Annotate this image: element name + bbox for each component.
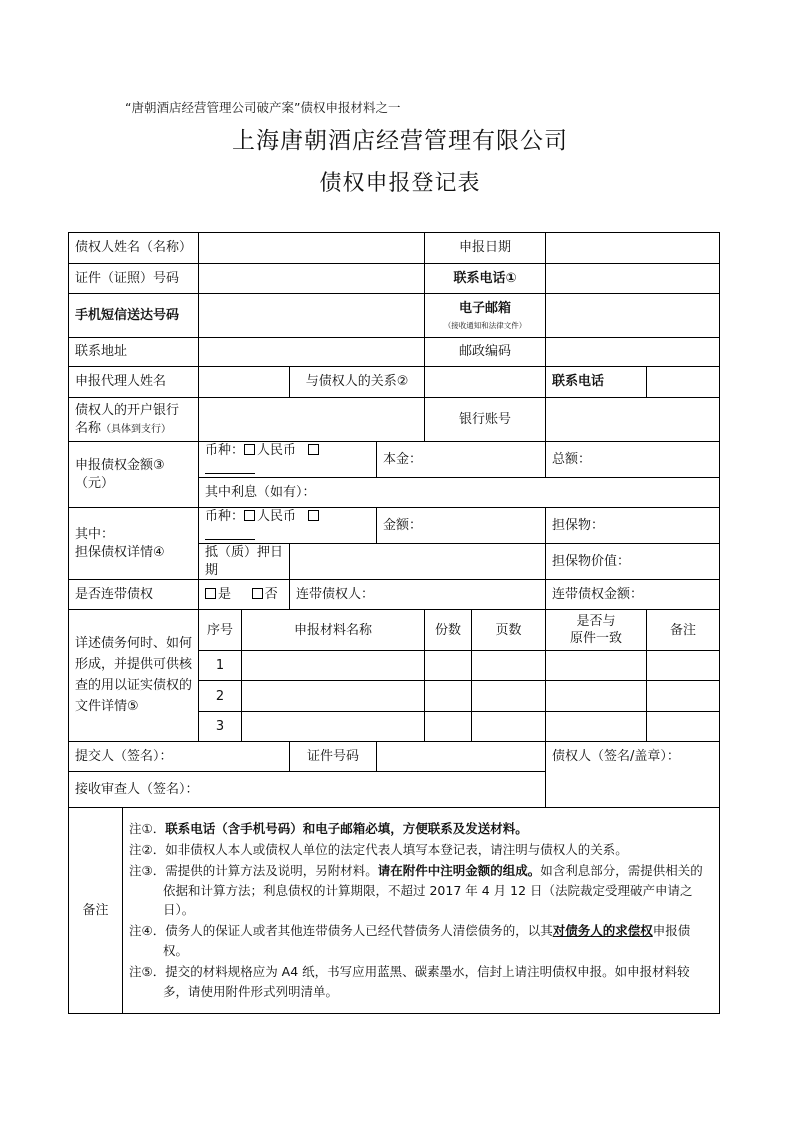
g-other-currency-blank[interactable] bbox=[205, 527, 255, 540]
guarantee-label-line2: 担保债权详情④ bbox=[75, 544, 165, 560]
amount-label bbox=[69, 442, 199, 508]
agent-phone-label: 联系电话 bbox=[546, 367, 647, 398]
amount-label-line2: （元） bbox=[75, 475, 115, 491]
note-4-b: 申报债权。 bbox=[163, 923, 691, 958]
doc-name-cell[interactable] bbox=[242, 651, 425, 681]
doc-remark-cell[interactable] bbox=[647, 681, 720, 712]
doc-pages-cell[interactable] bbox=[472, 651, 546, 681]
relation-field[interactable] bbox=[425, 367, 546, 398]
collateral-cell[interactable] bbox=[546, 508, 720, 544]
seq-cell: 2 bbox=[199, 681, 242, 712]
guarantee-label-line1: 其中： bbox=[75, 527, 115, 543]
g-currency-cell bbox=[199, 508, 377, 544]
doc-remark-cell[interactable] bbox=[647, 651, 720, 681]
seq-cell: 3 bbox=[199, 712, 242, 742]
pledge-date-field[interactable] bbox=[290, 544, 546, 580]
currency-label: 币种： bbox=[205, 443, 245, 458]
g-rmb-checkbox[interactable] bbox=[244, 510, 255, 521]
declare-date-label: 申报日期 bbox=[425, 233, 546, 264]
id-number-label: 证件（证照）号码 bbox=[69, 264, 199, 294]
g-amount-label: 金额： bbox=[383, 517, 423, 533]
amount-label-line1: 申报债权金额③ bbox=[75, 458, 165, 473]
doc-copies-cell[interactable] bbox=[425, 651, 472, 681]
form-title: 债权申报登记表 bbox=[319, 171, 481, 196]
collateral-label: 担保物： bbox=[552, 517, 605, 533]
relation-label: 与债权人的关系② bbox=[290, 367, 425, 398]
creditor-name-label: 债权人姓名（名称） bbox=[69, 233, 199, 264]
other-currency-checkbox[interactable] bbox=[308, 444, 319, 455]
note-1-prefix: 注①． bbox=[129, 820, 166, 836]
pledge-date-label: 抵（质）押日期 bbox=[199, 544, 290, 580]
joint-no-label: 否 bbox=[264, 587, 278, 602]
case-line: “唐朝酒店经营管理公司破产案”债权申报材料之一 bbox=[125, 100, 401, 115]
collateral-value-label: 担保物价值： bbox=[552, 553, 631, 569]
creditor-sign-label: 债权人（签名/盖章）： bbox=[552, 749, 680, 765]
doc-pages-cell[interactable] bbox=[472, 681, 546, 712]
rmb-label: 人民币 bbox=[257, 443, 297, 458]
doc-match-cell[interactable] bbox=[546, 651, 647, 681]
col-pages-header: 页数 bbox=[472, 610, 546, 651]
col-seq-header: 序号 bbox=[199, 610, 242, 651]
joint-creditor-label: 连带债权人： bbox=[296, 587, 375, 602]
creditor-name-field[interactable] bbox=[199, 233, 425, 264]
email-note: （接收通知和法律文件） bbox=[443, 320, 527, 330]
col-copies-header: 份数 bbox=[425, 610, 472, 651]
total-cell[interactable] bbox=[546, 442, 720, 478]
bank-label-name: 名称 bbox=[75, 420, 102, 436]
col-match-header bbox=[546, 610, 647, 651]
collateral-value-cell[interactable] bbox=[546, 544, 720, 580]
rmb-checkbox[interactable] bbox=[244, 444, 255, 455]
creditor-sign-cell[interactable] bbox=[546, 742, 720, 808]
doc-match-cell[interactable] bbox=[546, 681, 647, 712]
col-match-line2: 原件一致 bbox=[570, 631, 623, 647]
phone1-label: 联系电话① bbox=[425, 264, 546, 294]
joint-yes-checkbox[interactable] bbox=[205, 588, 216, 599]
note-3 bbox=[129, 861, 713, 919]
joint-no-checkbox[interactable] bbox=[252, 588, 263, 599]
joint-amount-cell[interactable] bbox=[546, 580, 720, 610]
address-field[interactable] bbox=[199, 338, 425, 367]
interest-label: 其中利息（如有）： bbox=[205, 484, 316, 500]
note-4-a: 注④．债务人的保证人或者其他连带债务人已经代替债务人清偿债务的，以其 bbox=[129, 923, 553, 939]
doc-name-cell[interactable] bbox=[242, 712, 425, 742]
principal-cell[interactable] bbox=[377, 442, 546, 478]
claim-registration-table bbox=[68, 232, 720, 1014]
note-3-a: 注③．需提供的计算方法及说明，另附材料。 bbox=[129, 863, 378, 879]
sms-phone-label: 手机短信送达号码 bbox=[69, 294, 199, 338]
address-label: 联系地址 bbox=[69, 338, 199, 367]
joint-label: 是否连带债权 bbox=[69, 580, 199, 610]
doc-pages-cell[interactable] bbox=[472, 712, 546, 742]
id-no-field[interactable] bbox=[377, 742, 546, 772]
interest-cell[interactable] bbox=[199, 478, 720, 508]
doc-name-cell[interactable] bbox=[242, 681, 425, 712]
g-amount-cell[interactable] bbox=[377, 508, 546, 544]
reviewer-label: 接收审查人（签名）： bbox=[75, 782, 199, 797]
note-4 bbox=[129, 921, 713, 960]
doc-remark-cell[interactable] bbox=[647, 712, 720, 742]
postcode-label: 邮政编码 bbox=[425, 338, 546, 367]
joint-amount-label: 连带债权金额： bbox=[552, 587, 644, 602]
joint-creditor-cell[interactable] bbox=[290, 580, 546, 610]
seq-cell: 1 bbox=[199, 651, 242, 681]
g-currency-label: 币种： bbox=[205, 509, 245, 525]
company-title: 上海唐朝酒店经营管理有限公司 bbox=[232, 128, 568, 154]
id-no-label: 证件号码 bbox=[290, 742, 377, 772]
bank-label bbox=[69, 398, 199, 442]
submitter-cell[interactable] bbox=[69, 742, 290, 772]
bank-label-line1: 债权人的开户银行 bbox=[75, 402, 180, 418]
col-name-header: 申报材料名称 bbox=[242, 610, 425, 651]
email-label-text: 电子邮箱 bbox=[459, 301, 512, 317]
sms-phone-field[interactable] bbox=[199, 294, 425, 338]
currency-cell bbox=[199, 442, 377, 478]
detail-label: 详述债务何时、如何形成，并提供可供核查的用以证实债权的文件详情⑤ bbox=[69, 610, 199, 742]
col-remark-header: 备注 bbox=[647, 610, 720, 651]
g-other-currency-checkbox[interactable] bbox=[308, 510, 319, 521]
doc-match-cell[interactable] bbox=[546, 712, 647, 742]
note-3-b: 如含利息部分，需提供相关的依据和计算方法；利息债权的计算期限，不超过 2017 年 4 月 12 日（法院裁定受理破产申请之日）。 bbox=[163, 863, 703, 918]
note-3-bold: 请在附件中注明金额的组成。 bbox=[377, 863, 541, 879]
doc-copies-cell[interactable] bbox=[425, 681, 472, 712]
col-match-line1: 是否与 bbox=[576, 613, 616, 629]
g-rmb-label: 人民币 bbox=[257, 509, 297, 525]
account-field[interactable] bbox=[546, 398, 720, 442]
id-number-field[interactable] bbox=[199, 264, 425, 294]
joint-yes-label: 是 bbox=[218, 587, 232, 602]
submitter-label: 提交人（签名）： bbox=[75, 749, 173, 764]
bank-field[interactable] bbox=[199, 398, 425, 442]
principal-label: 本金： bbox=[383, 451, 423, 467]
phone1-field[interactable] bbox=[546, 264, 720, 294]
bank-label-note: （具体到支行） bbox=[101, 423, 172, 435]
joint-choice-cell bbox=[199, 580, 290, 610]
bank-label-line2 bbox=[75, 420, 192, 438]
account-label: 银行账号 bbox=[425, 398, 546, 442]
note-5: 注⑤．提交的材料规格应为 A4 纸，书写应用蓝黑、碳素墨水，信封上请注明债权申报。如申报材料较多，请使用附件形式列明清单。 bbox=[129, 964, 690, 999]
agent-phone-field[interactable] bbox=[647, 367, 720, 398]
total-label: 总额： bbox=[552, 451, 592, 467]
doc-copies-cell[interactable] bbox=[425, 712, 472, 742]
remarks-label: 备注 bbox=[69, 808, 123, 1014]
reviewer-cell[interactable] bbox=[69, 772, 546, 808]
email-field[interactable] bbox=[546, 294, 720, 338]
email-label bbox=[425, 294, 546, 338]
postcode-field[interactable] bbox=[546, 338, 720, 367]
note-4-bold: 对债务人的求偿权 bbox=[552, 923, 653, 939]
guarantee-label bbox=[69, 508, 199, 580]
agent-name-field[interactable] bbox=[199, 367, 290, 398]
other-currency-blank[interactable] bbox=[205, 461, 255, 474]
note-2: 注②．如非债权人本人或债权人单位的法定代表人填写本登记表，请注明与债权人的关系。 bbox=[129, 841, 628, 857]
note-1-bold: 联系电话（含手机号码）和电子邮箱必填，方便联系及发送材料。 bbox=[165, 820, 528, 836]
notes-cell bbox=[123, 808, 720, 1014]
agent-name-label: 申报代理人姓名 bbox=[69, 367, 199, 398]
declare-date-field[interactable] bbox=[546, 233, 720, 264]
note-1 bbox=[129, 819, 713, 838]
